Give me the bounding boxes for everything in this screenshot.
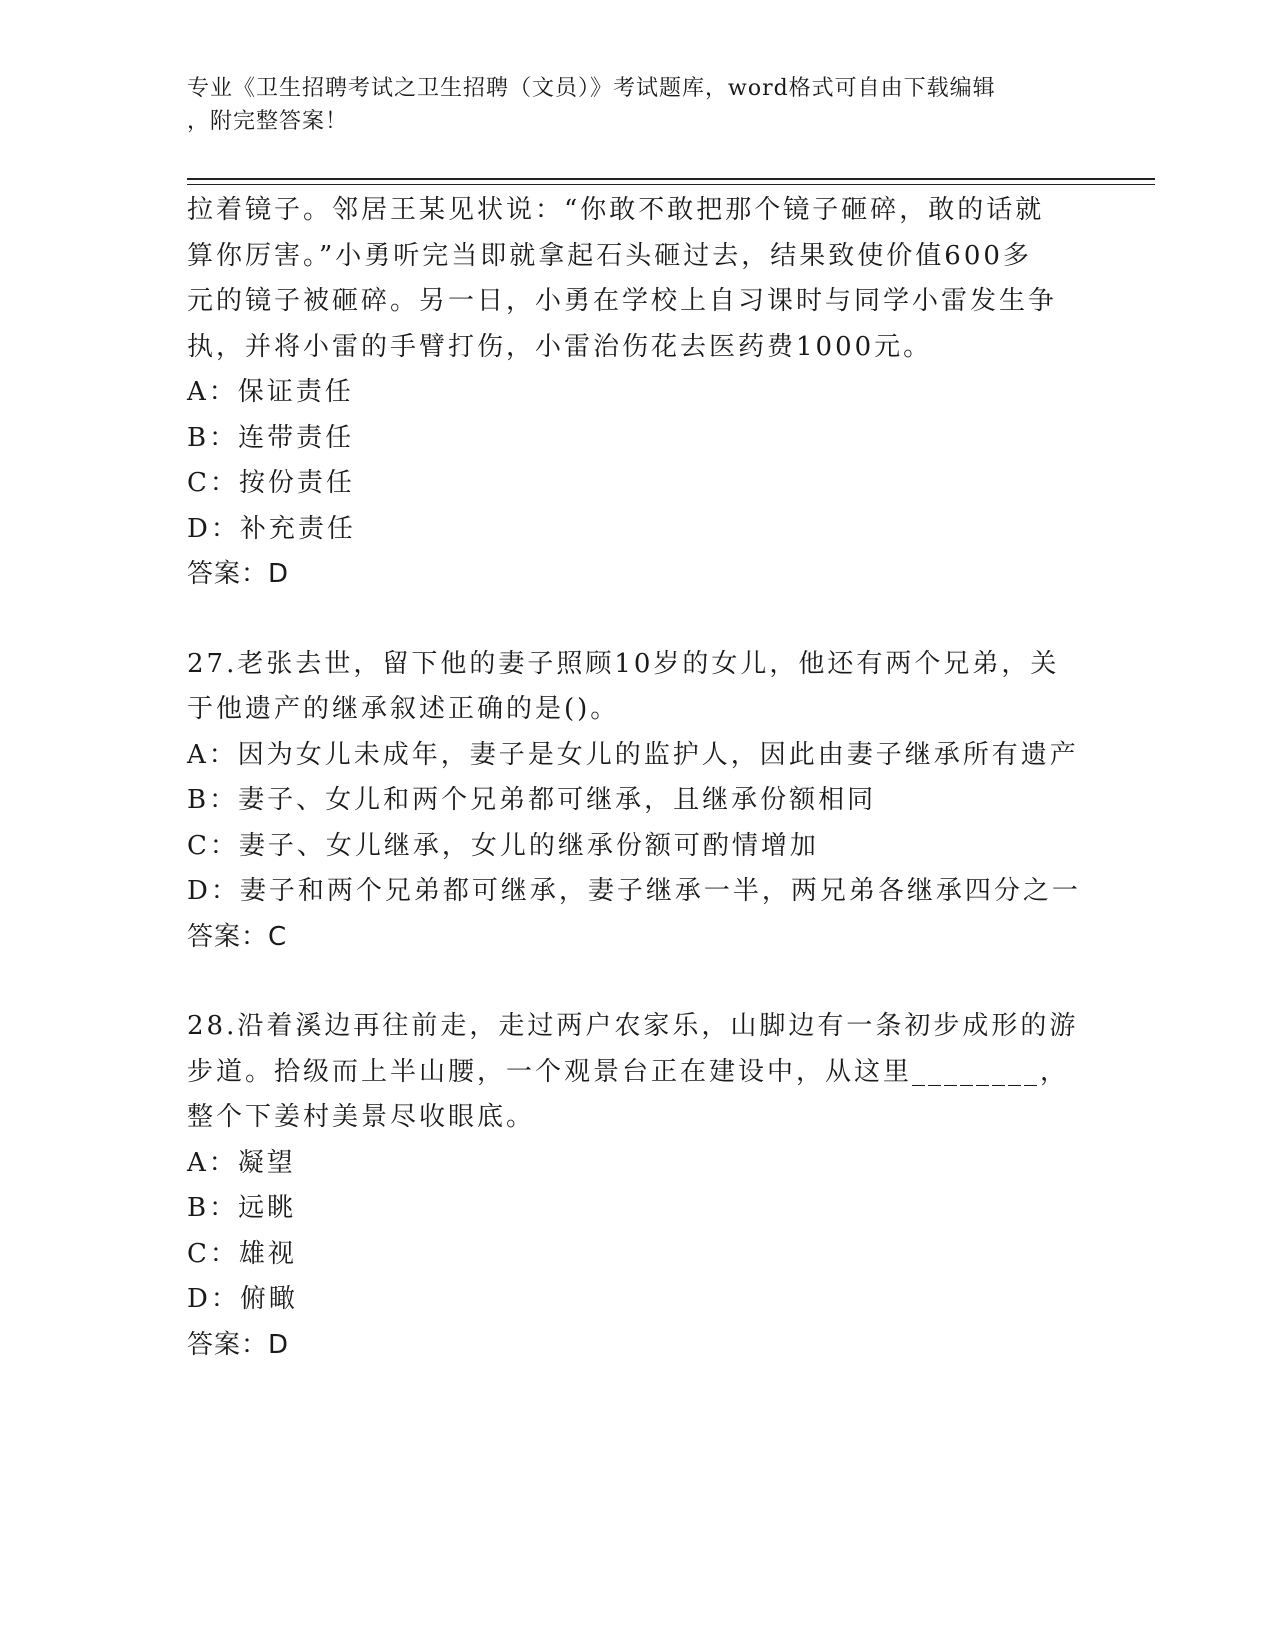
question-spacer	[187, 960, 1087, 1004]
question-26-stem-line: 算你厉害。”小勇听完当即就拿起石头砸过去，结果致使价值600多	[187, 240, 1032, 271]
question-26	[187, 188, 1087, 598]
question-28-stem-line: 步道。拾级而上半山腰，一个观景台正在建设中，从这里________，	[187, 1056, 1070, 1087]
question-28-option-c: C：雄视	[187, 1238, 297, 1269]
question-28-option-b: B：远眺	[187, 1193, 297, 1223]
question-27-option-b: B：妻子、女儿和两个兄弟都可继承，且继承份额相同	[187, 785, 877, 815]
question-28	[187, 1004, 1087, 1368]
question-27	[187, 642, 1087, 961]
question-26-option-d: D：补充责任	[187, 513, 356, 544]
question-26-stem-line: 元的镜子被砸碎。另一日，小勇在学校上自习课时与同学小雷发生争	[187, 286, 1058, 316]
question-26-option-a: A：保证责任	[187, 377, 354, 407]
question-27-option-d: D：妻子和两个兄弟都可继承，妻子继承一半，两兄弟各继承四分之一	[187, 876, 1081, 906]
question-27-answer: 答案：C	[187, 921, 288, 952]
header-line-1: 专业《卫生招聘考试之卫生招聘（文员）》考试题库，word格式可自由下载编辑	[187, 76, 996, 101]
header-divider-thin	[187, 184, 1155, 185]
header-line-2: ，附完整答案！	[187, 109, 349, 134]
question-27-option-c: C：妻子、女儿继承，女儿的继承份额可酌情增加	[187, 830, 819, 861]
header-divider-thick	[187, 178, 1155, 180]
question-26-answer: 答案：D	[187, 559, 290, 589]
question-28-stem-line: 28.沿着溪边再往前走，走过两户农家乐，山脚边有一条初步成形的游	[187, 1011, 1079, 1041]
question-26-option-b: B：连带责任	[187, 422, 355, 453]
question-27-stem-line: 27.老张去世，留下他的妻子照顾10岁的女儿，他还有两个兄弟，关	[187, 648, 1060, 679]
question-27-stem-line: 于他遗产的继承叙述正确的是()。	[187, 694, 620, 724]
document-header	[187, 72, 1087, 138]
question-26-stem-line: 执，并将小雷的手臂打伤，小雷治伤花去医药费1000元。	[187, 331, 933, 362]
question-28-answer: 答案：D	[187, 1329, 290, 1360]
question-list	[187, 188, 1087, 1368]
question-26-stem-line: 拉着镜子。邻居王某见状说：“你敢不敢把那个镜子砸碎，敢的话就	[187, 195, 1045, 225]
question-spacer	[187, 598, 1087, 642]
question-28-option-a: A：凝望	[187, 1147, 296, 1178]
question-27-option-a: A：因为女儿未成年，妻子是女儿的监护人，因此由妻子继承所有遗产	[187, 739, 1079, 770]
question-28-option-d: D：俯瞰	[187, 1284, 298, 1314]
question-26-option-c: C：按份责任	[187, 468, 355, 498]
question-28-stem-line: 整个下姜村美景尽收眼底。	[187, 1102, 536, 1132]
